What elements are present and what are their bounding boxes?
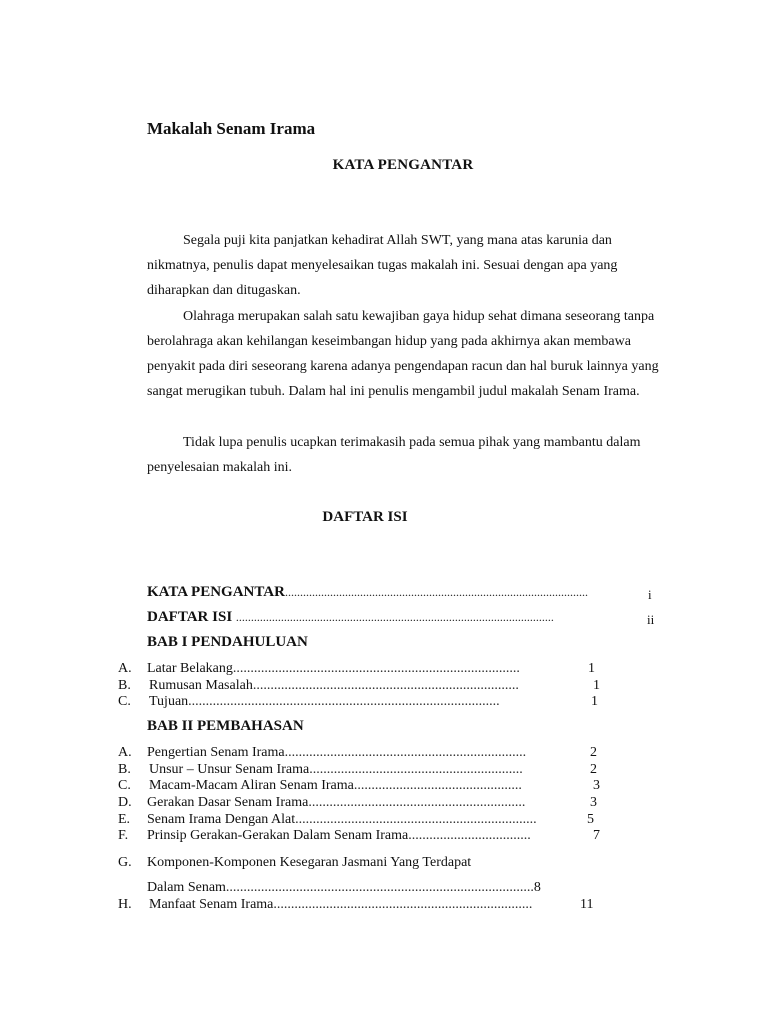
kata-pengantar-heading: KATA PENGANTAR — [332, 157, 474, 173]
toc-leader-dots: ..................................................................... — [284, 745, 527, 760]
toc-item-page: 8 — [533, 880, 541, 895]
toc-item-page: 11 — [580, 897, 594, 912]
toc-item-label: Dalam Senam — [147, 880, 226, 895]
toc-leader-dots: .......................................................................... — [273, 897, 533, 912]
toc-item-manfaat — [149, 897, 532, 913]
daftar-isi-heading: DAFTAR ISI — [322, 509, 408, 525]
toc-item-pengertian — [147, 745, 526, 761]
toc-item-label: Macam-Macam Aliran Senam Irama — [149, 778, 354, 793]
toc-item-label: Rumusan Masalah — [149, 678, 253, 693]
toc-leader-dots: .................................................................................. — [232, 661, 520, 676]
toc-item-page: 5 — [587, 812, 594, 827]
toc-item-letter: A. — [118, 661, 132, 676]
paragraph-1-text: Segala puji kita panjatkan kehadirat Allah SWT, yang mana atas karunia dan nikmatnya, penulis dapat menyelesaikan tugas makalah ini. Sesuai dengan apa yang diharapkan dan ditugaskan. — [147, 233, 618, 298]
toc-item-page: 3 — [590, 795, 597, 810]
toc-leader-dots: ..................................................................... — [295, 812, 537, 827]
toc-item-letter: A. — [118, 745, 132, 760]
toc-item-macam-aliran — [149, 778, 522, 794]
toc-item-unsur — [149, 762, 523, 778]
toc-entry-page: ii — [647, 612, 655, 627]
toc-item-label: Prinsip Gerakan-Gerakan Dalam Senam Irama — [147, 828, 409, 843]
toc-item-page: 3 — [593, 778, 600, 793]
toc-item-letter: D. — [118, 795, 132, 810]
toc-item-letter: F. — [118, 828, 129, 843]
toc-item-prinsip — [147, 828, 531, 844]
toc-item-letter: E. — [118, 812, 131, 827]
toc-leader-dots: .......................................................................................................... — [235, 610, 554, 624]
toc-item-label: Tujuan — [149, 694, 189, 709]
toc-item-dengan-alat — [147, 812, 537, 828]
toc-item-label: Pengertian Senam Irama — [147, 745, 285, 760]
toc-item-letter: G. — [118, 855, 132, 870]
toc-item-letter: C. — [118, 694, 131, 709]
toc-leader-dots: ................................................ — [353, 778, 522, 793]
toc-item-gerakan-dasar — [147, 795, 525, 811]
paragraph-2-text: Olahraga merupakan salah satu kewajiban gaya hidup sehat dimana seseorang tanpa berolahraga akan kehilangan keseimbangan hidup yang pada akhirnya akan membawa penyakit pada diri seseorang karena adanya pengendapan racun dan hal buruk lainnya yang sangat merugikan tubuh. Dalam hal ini penulis mengambil judul makalah Senam Irama. — [147, 309, 659, 399]
toc-leader-dots: ......................................................................................... — [188, 694, 500, 709]
toc-item-letter: B. — [118, 762, 131, 777]
paragraph-3-text: Tidak lupa penulis ucapkan terimakasih pada semua pihak yang mambantu dalam penyelesaian makalah ini. — [147, 435, 641, 475]
toc-item-page: 1 — [588, 661, 595, 676]
toc-item-komponen-cont — [147, 880, 541, 896]
bab-1-title: BAB I PENDAHULUAN — [147, 634, 308, 650]
toc-entry-kata-pengantar — [147, 584, 588, 601]
bab-2-title: BAB II PEMBAHASAN — [147, 718, 304, 734]
document-title: Makalah Senam Irama — [147, 119, 316, 138]
toc-item-label: Unsur – Unsur Senam Irama — [149, 762, 310, 777]
toc-leader-dots: ..................................................................................................... — [284, 585, 588, 599]
toc-leader-dots: ............................................................................ — [252, 678, 519, 693]
toc-item-letter: C. — [118, 778, 131, 793]
toc-leader-dots: .............................................................. — [308, 795, 526, 810]
toc-leader-dots: ............................................................. — [309, 762, 523, 777]
toc-item-page: 1 — [593, 678, 600, 693]
toc-item-page: 1 — [591, 694, 598, 709]
toc-item-latar-belakang — [147, 661, 520, 677]
toc-item-label: Latar Belakang — [147, 661, 233, 676]
toc-item-page: 2 — [590, 762, 597, 777]
paragraph-3 — [147, 430, 667, 480]
toc-item-tujuan — [149, 694, 500, 710]
paragraph-1 — [147, 228, 667, 303]
toc-item-page: 2 — [590, 745, 597, 760]
paragraph-2 — [147, 304, 667, 404]
toc-item-page: 7 — [593, 828, 600, 843]
toc-item-komponen: Komponen-Komponen Kesegaran Jasmani Yang Terdapat — [147, 855, 472, 870]
toc-entry-label: KATA PENGANTAR — [147, 584, 285, 600]
toc-item-rumusan-masalah — [149, 678, 519, 694]
toc-item-letter: H. — [118, 897, 132, 912]
toc-entry-page: i — [648, 587, 652, 602]
toc-item-label: Senam Irama Dengan Alat — [147, 812, 296, 827]
toc-entry-daftar-isi — [147, 609, 554, 626]
toc-item-label: Gerakan Dasar Senam Irama — [147, 795, 309, 810]
toc-leader-dots: ........................................................................................ — [225, 880, 534, 895]
toc-item-label: Manfaat Senam Irama — [149, 897, 274, 912]
toc-item-letter: B. — [118, 678, 131, 693]
toc-leader-dots: ................................... — [408, 828, 531, 843]
toc-entry-label: DAFTAR ISI — [147, 609, 233, 625]
